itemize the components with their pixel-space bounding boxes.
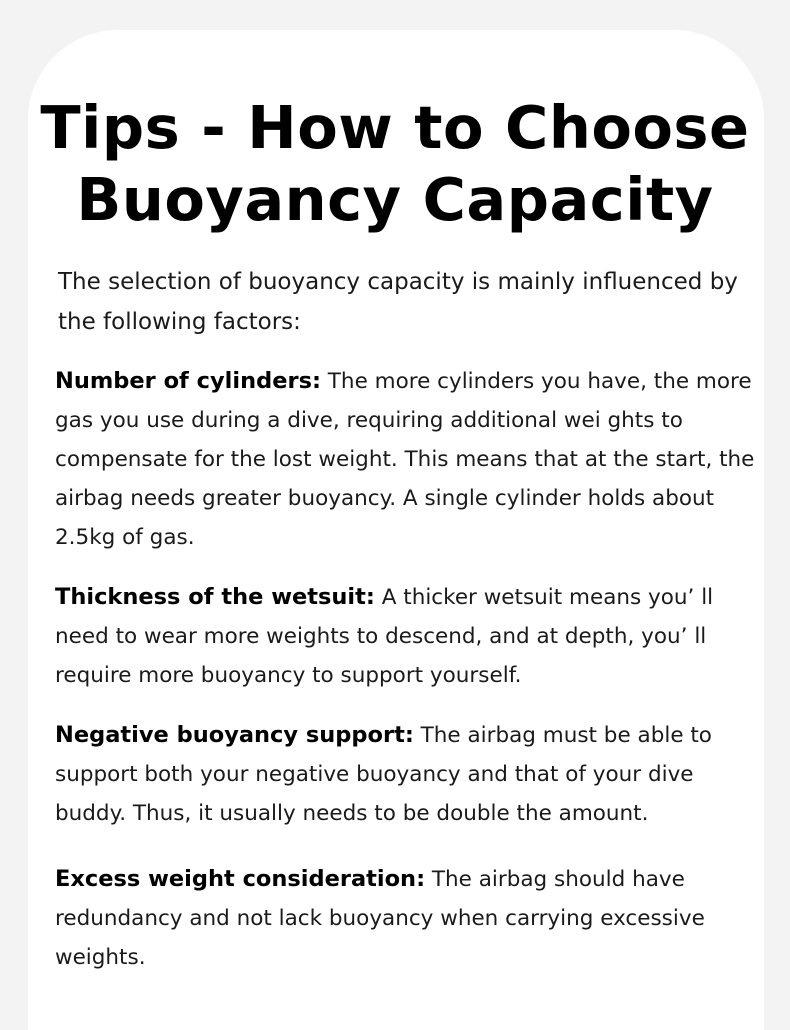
factor-description: A thicker wetsuit means you’ ll need to wear more weights to descend, and at depth, you’ ll require more buoyancy to support yourself. <box>55 585 714 688</box>
factor-description: The more cylinders you have, the more gas you use during a dive, requiring additional wei ghts to compensate for the lost weight. This means that at the start, the airbag needs greater buoyancy. A single cylinder holds about 2.5kg of gas. <box>55 369 755 550</box>
factor-term: Number of cylinders: <box>55 368 321 394</box>
factor-description: The airbag should have redundancy and not lack buoyancy when carrying excessive weights. <box>55 867 705 970</box>
title-line-2: Buoyancy Capacity <box>76 165 714 234</box>
factor-description: The airbag must be able to support both your negative buoyancy and that of your dive buddy. Thus, it usually needs to be double the amount. <box>55 723 712 826</box>
factor-number-of-cylinders <box>55 362 770 557</box>
factor-term: Negative buoyancy support: <box>55 722 414 748</box>
factor-wetsuit-thickness <box>55 578 770 695</box>
factor-term: Thickness of the wetsuit: <box>55 584 375 610</box>
intro-paragraph: The selection of buoyancy capacity is mainly influenced by the following factors: <box>58 269 738 335</box>
factor-term: Excess weight consideration: <box>55 866 426 892</box>
title-line-1: Tips - How to Choose <box>40 93 750 162</box>
factor-negative-buoyancy <box>55 716 770 833</box>
page-title <box>0 92 790 236</box>
factor-excess-weight <box>55 860 770 977</box>
